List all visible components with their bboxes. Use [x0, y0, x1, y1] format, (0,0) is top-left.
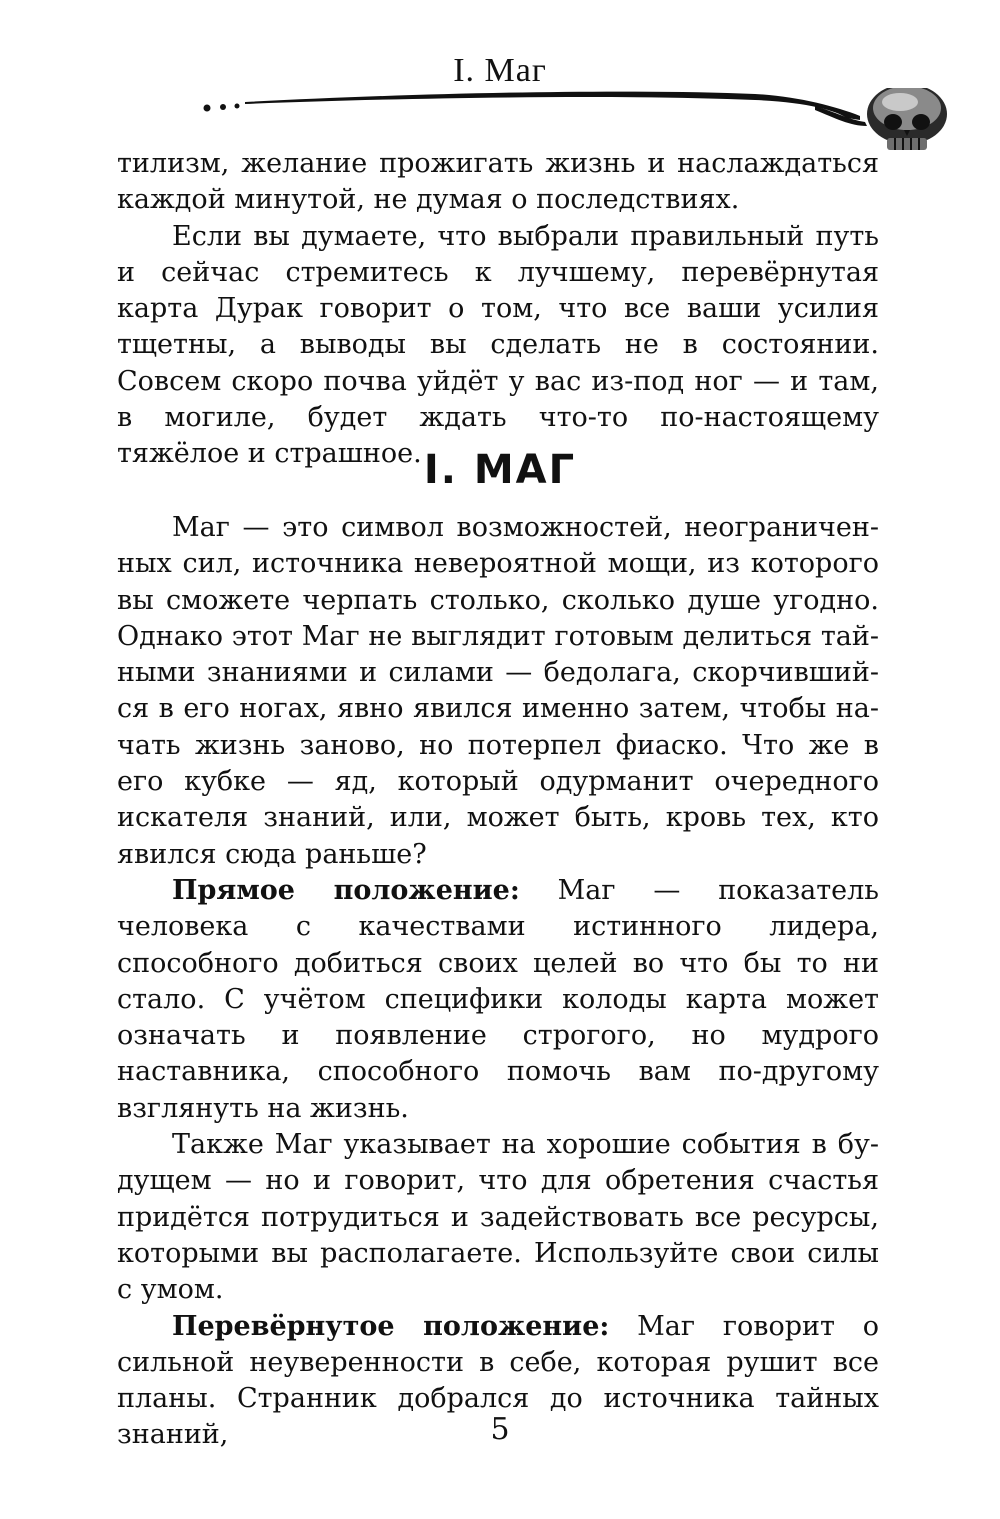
- paragraph-continued: тилизм, желание прожигать жизнь и наслаждаться каждой минутой, не думая о последствиях.: [117, 148, 879, 216]
- reversed-label: Перевёрнутое положение:: [172, 1310, 610, 1342]
- paragraph-upright-more: Также Маг указывает на хорошие события в будущем — но и говорит, что для обретения счастья придётся потрудиться и задействовать все ресурсы, которыми вы располагаете. Используйте свои силы с умом.: [117, 1129, 879, 1306]
- paragraph-intro: Маг — это символ возможностей, неограниченных сил, источника невероятной мощи, из которого вы сможете черпать столько, сколько душе угодно. Однако этот Маг не выглядит готовым делиться тайными знаниями и силами — бедолага, скорчившийся в его ногах, явно явился именно затем, чтобы начать жизнь заново, но потерпел фиаско. Что же в его кубке — яд, который одурманит очередного искателя знаний, или, может быть, кровь тех, кто явился сюда раньше?: [117, 512, 879, 870]
- paragraph-fool-reversed: Если вы думаете, что выбрали правильный путь и сейчас стремитесь к лучшему, перевёрнутая карта Дурак говорит о том, что все ваши усилия тщетны, а выводы вы сделать не в состоянии. Совсем скоро почва уйдёт у вас из-под ног — и там, в могиле, будет ждать что-то по-настоящему тяжёлое и страшное.: [117, 220, 879, 470]
- chapter-body: [117, 510, 879, 1454]
- page-number: 5: [490, 1412, 510, 1447]
- upright-text: Маг — показатель человека с качествами истинного лидера, способного добиться своих целей во что бы то ни стало. С учётом специфики колоды карта может означать и появление строгого, но мудрого наставника, способного помочь вам по-другому взглянуть на жизнь.: [117, 874, 880, 1124]
- reversed-text: Маг говорит о сильной неуверенности в себе, которая рушит все планы. Странник добрался до источника тайных знаний,: [117, 1310, 880, 1451]
- paragraph-upright: [117, 873, 879, 1127]
- chapter-title: I. МАГ: [423, 447, 577, 493]
- running-header-title: I. Маг: [453, 52, 547, 89]
- skull-icon: [867, 88, 947, 150]
- continued-text: [117, 146, 879, 473]
- upright-label: Прямое положение:: [172, 874, 520, 906]
